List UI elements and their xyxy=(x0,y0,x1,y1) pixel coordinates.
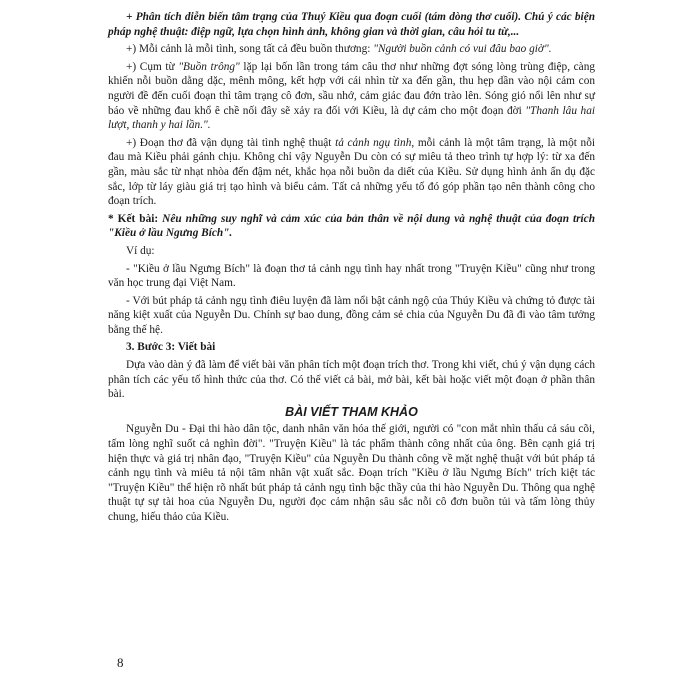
p4-italic: tả cảnh ngụ tình xyxy=(335,136,412,149)
page-number: 8 xyxy=(117,655,124,670)
step3-heading: 3. Bước 3: Viết bài xyxy=(126,341,216,354)
document-page xyxy=(108,10,595,528)
p3-text-b: lặp lại bốn lần trong tám câu thơ như những đợt sóng lòng trùng điệp, càng khiến nỗi buồn dằng dặc, mênh mông, kết hợp với cái nhìn từ xa đến gần, thu hẹp dần vào nội cảm con người đề đến cuối đoạn thì tâm trạng cô đơn, sầu nhớ, cảm giác đau đớn trào lên. Sóng gió nổi lên như sự báo về những đau khổ ê chề nối đây sẽ xảy ra đối với Kiều, là dự cảm cho một đoạn đời xyxy=(108,60,595,117)
paragraph-mood-text: +) Mỗi cảnh là mỗi tình, song tất cả đều buồn thương: xyxy=(126,43,374,56)
paragraph-mood xyxy=(108,42,595,57)
example-1: - "Kiều ở lầu Ngưng Bích" là đoạn thơ tả cảnh ngụ tình hay nhất trong "Truyện Kiều" cũng như trong văn học trung đại Việt Nam. xyxy=(108,262,595,290)
p3-quote-1: "Buồn trông" xyxy=(178,60,240,73)
p4-text-b: , mỗi cảnh là một tâm trạng, là một nỗi đau mà Kiều phải gánh chịu. Không chỉ vậy Nguyễn Du còn có sự miêu tả theo trình tự hợp lý: từ xa đến gần, màu sắc từ nhạt nhòa đến đậm nét, khắc họa nỗi buồn da diết của Kiều. Sử dụng hình ảnh ẩn dụ đặc sắc, lớp từ láy giàu giá trị tạo hình và biểu cảm. Tất cả những yếu tố đó góp phần tạo nên thành công cho đoạn trích. xyxy=(108,136,595,208)
paragraph-buon-trong xyxy=(108,60,595,133)
conclusion-label: * Kết bài: xyxy=(108,212,163,225)
paragraph-mood-quote: "Người buồn cảnh có vui đâu bao giờ". xyxy=(373,43,552,56)
step3-text: Dựa vào dàn ý đã làm để viết bài văn phân tích một đoạn trích thơ. Trong khi viết, chú ý vận dụng cách phân tích các yếu tố hình thức của thơ. Có thể viết cả bài, mở bài, kết bài hoặc viết một đoạn ở phần thân bài. xyxy=(108,359,595,401)
reference-heading: BÀI VIẾT THAM KHẢO xyxy=(285,404,418,419)
p3-text-a: +) Cụm từ xyxy=(126,60,179,73)
example-label: Ví dụ: xyxy=(126,244,155,257)
example-2: - Với bút pháp tả cảnh ngụ tình điêu luyện đã làm nổi bật cảnh ngộ của Thúy Kiều và chứng tỏ được tài năng kiệt xuất của Nguyễn Du. Chính sự bao dung, đồng cảm sẻ chia của Nguyễn Du đã đi vào tâm tưởng bằng thế hệ. xyxy=(108,294,595,336)
paragraph-art xyxy=(108,136,595,209)
conclusion-text: Nêu những suy nghĩ và cảm xúc của bản thân về nội dung và nghệ thuật của đoạn trích "Kiều ở lầu Ngưng Bích". xyxy=(108,212,595,240)
p4-text-a: +) Đoạn thơ đã vận dụng tài tình nghệ thuật xyxy=(126,136,336,149)
analysis-heading: + Phân tích diễn biến tâm trạng của Thuý Kiều qua đoạn cuối (tám dòng thơ cuối). Chú ý các biện pháp nghệ thuật: điệp ngữ, lựa chọn hình ảnh, không gian và thời gian, câu hỏi tu từ,... xyxy=(108,11,595,38)
reference-text: Nguyễn Du - Đại thi hào dân tộc, danh nhân văn hóa thế giới, người có "con mắt nhìn thấu cả sáu cõi, tấm lòng nghĩ suốt cả nghìn đời". "Truyện Kiều" là tác phẩm thành công nhất của ông. Bên cạnh giá trị hiện thực và giá trị nhân đạo, "Truyện Kiều" của Nguyễn Du thành công về mặt nghệ thuật với bút pháp tả cảnh ngụ tình và miêu tả nội tâm nhân vật xuất sắc. Đoạn trích "Kiều ở lầu Ngưng Bích" trích kiệt tác "Truyện Kiều" thể hiện rõ nhất bút pháp tả cảnh ngụ tình bậc thầy của thi hào Nguyễn Du. Thông qua nghệ thuật tự sự tài hoa của Nguyễn Du, người đọc cảm nhận sâu sắc nỗi cô đơn buồn tủi và tấm lòng thủy chung, hiếu thảo của Kiều. xyxy=(108,423,595,523)
p3-quote-2: "Thanh lâu hai lượt, thanh y hai lần.". xyxy=(108,104,595,132)
conclusion-heading xyxy=(108,212,595,241)
